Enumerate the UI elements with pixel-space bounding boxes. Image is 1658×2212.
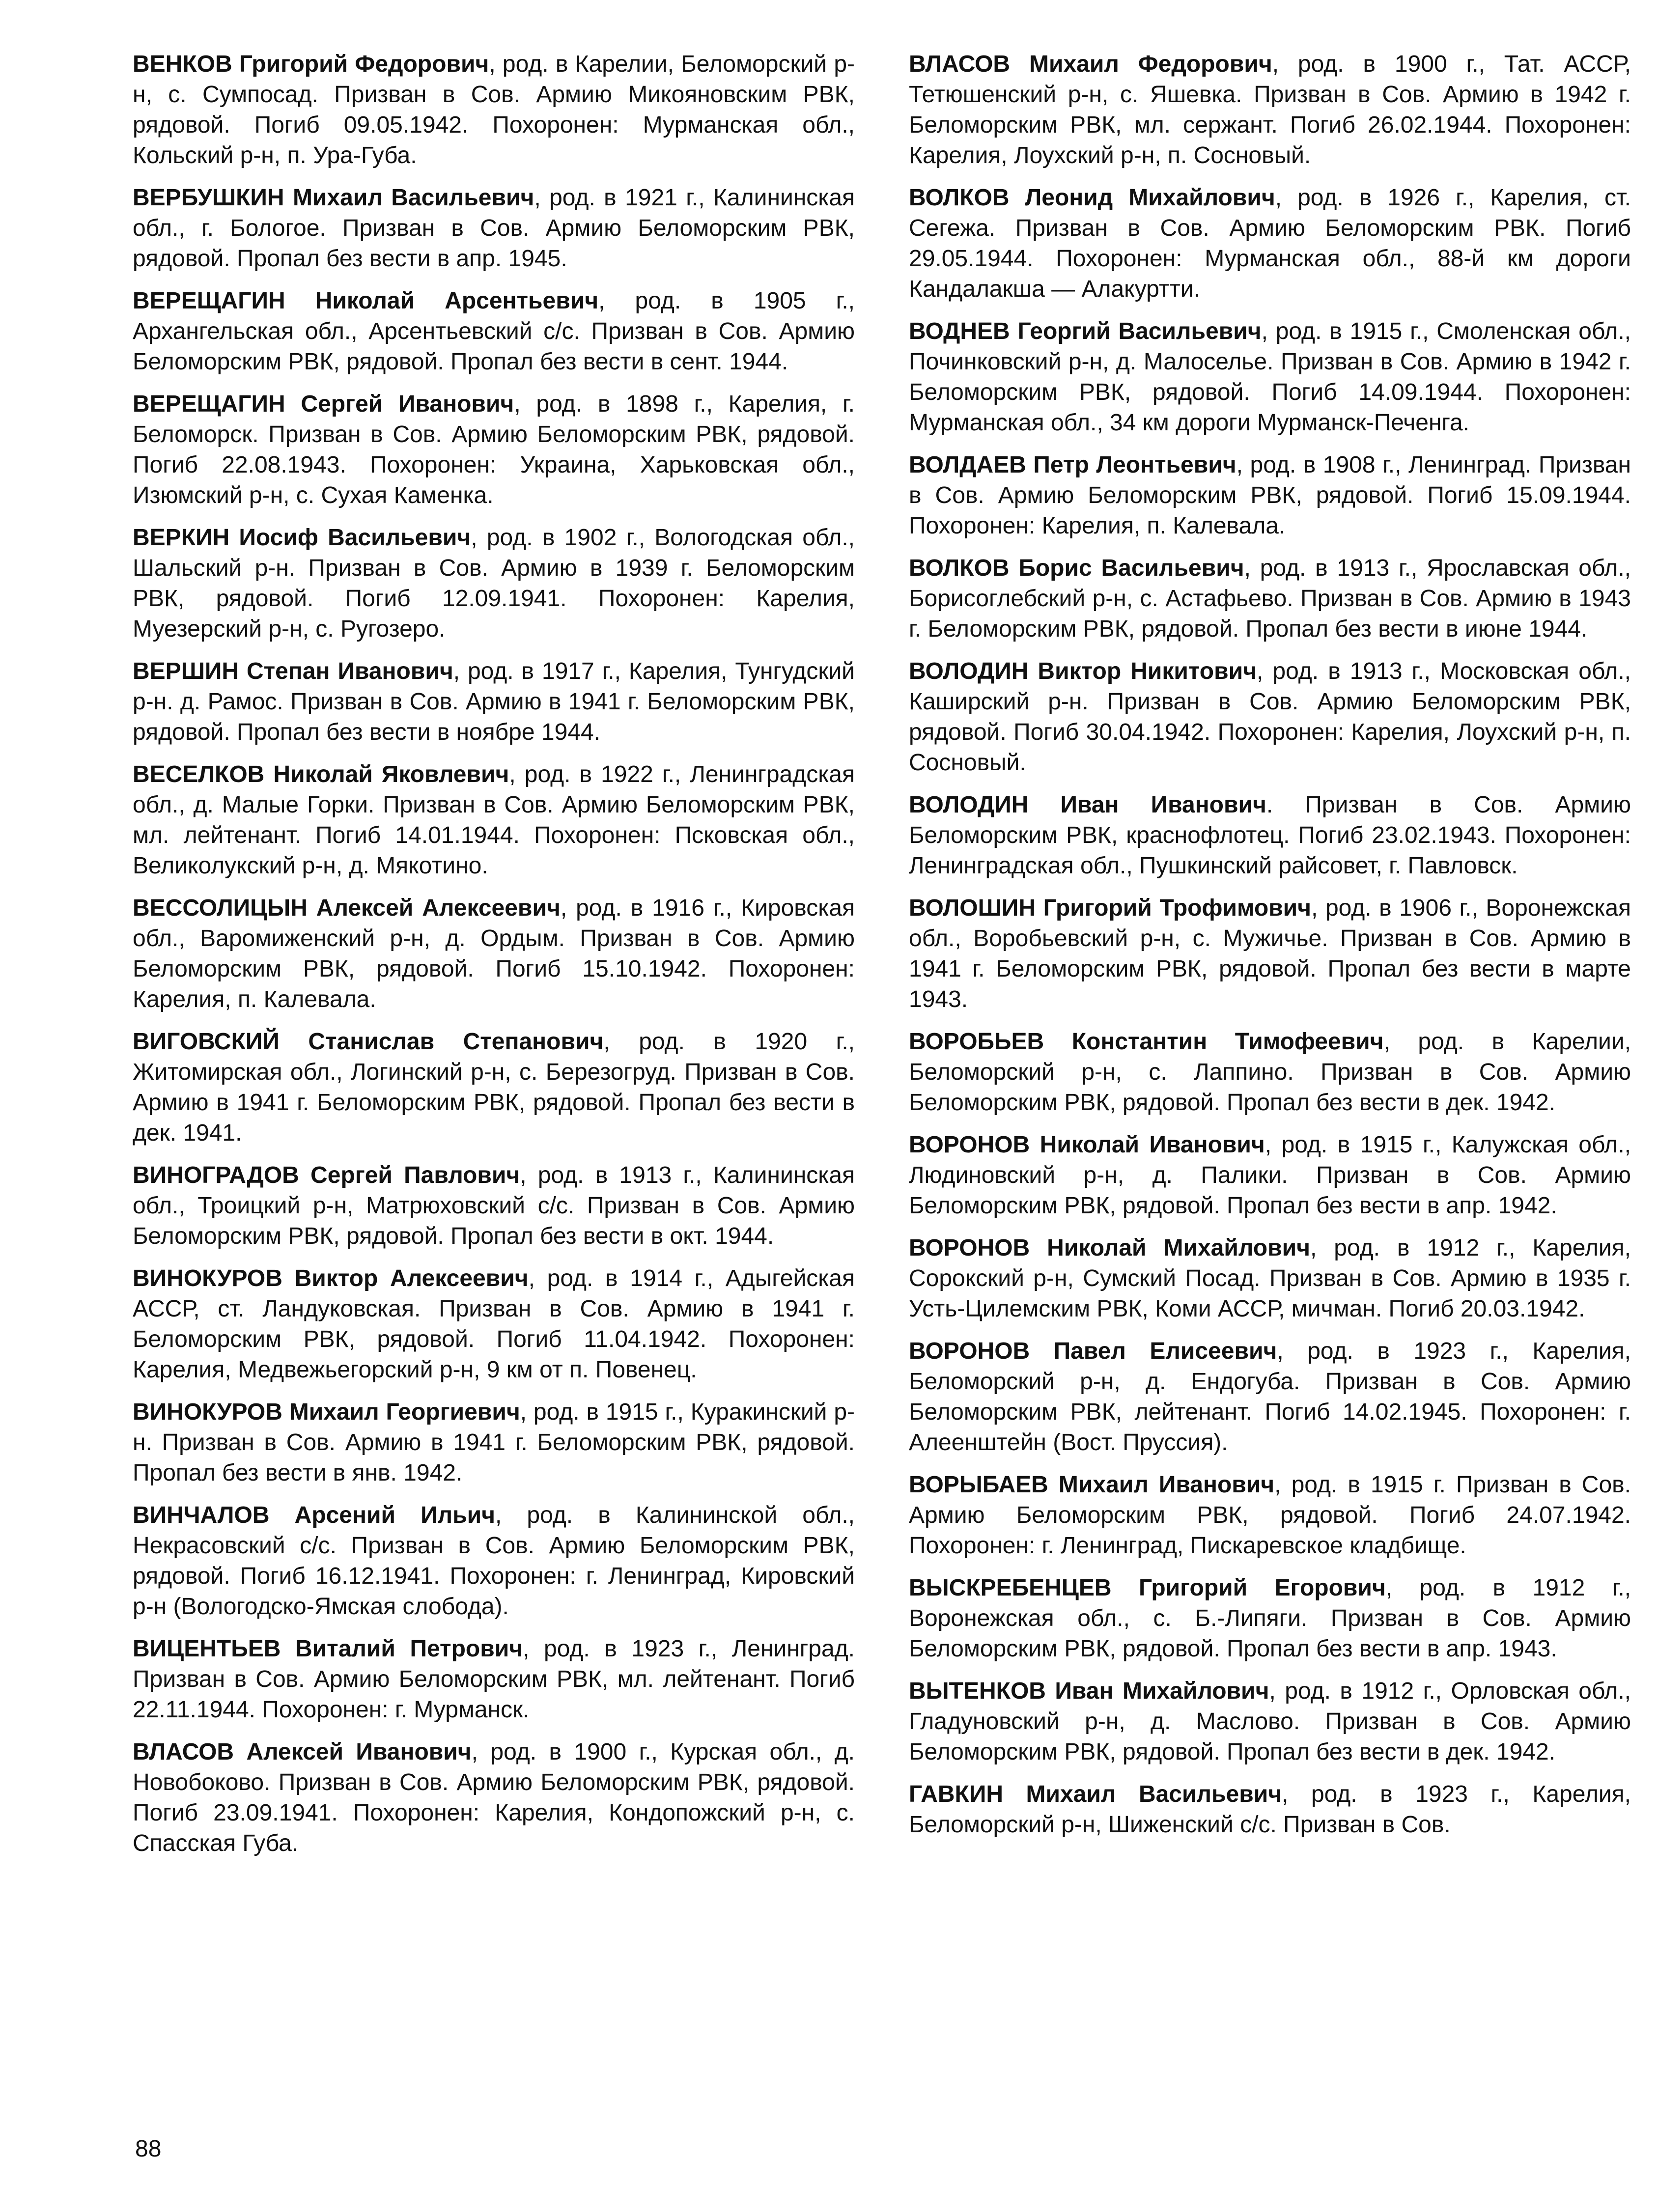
memorial-entry [133,656,855,748]
entry-name: ВЕСЕЛКОВ Николай Яковлевич [133,761,509,787]
entry-text: , род. в 1906 г., Воронежская обл., Воробьевский р-н, с. Мужичье. Призван в Сов. Армию в 1941 г. Беломорским РВК, рядовой. Пропал без вести в марте 1943. [909,895,1631,1012]
entry-name: ВЕРШИН Степан Иванович [133,658,453,684]
entry-text: , род. в 1915 г., Смоленская обл., Починковский р-н, д. Малоселье. Призван в Сов. Армию в 1942 г. Беломорским РВК, рядовой. Погиб 14.09.1944. Похоронен: Мурманская обл., 34 км дороги Мурманск-Печенга. [909,318,1631,436]
entry-text: , род. в 1913 г., Ярославская обл., Борисоглебский р-н, с. Астафьево. Призван в Сов. Армию в 1943 г. Беломорским РВК, рядовой. Пропал без вести в июне 1944. [909,555,1631,642]
entry-name: ВЛАСОВ Алексей Иванович [133,1739,472,1765]
memorial-entry [909,1676,1631,1767]
memorial-entry [133,1027,855,1148]
entry-name: ВОЛКОВ Леонид Михайлович [909,185,1275,211]
entry-name: ВИНЧАЛОВ Арсений Ильич [133,1502,495,1528]
entry-text: , род. в 1913 г., Калининская обл., Троицкий р-н, Матрюховский с/с. Призван в Сов. Армию Беломорским РВК, рядовой. Пропал без вести в окт. 1944. [133,1162,855,1249]
entry-text: , род. в 1912 г., Орловская обл., Гладуновский р-н, д. Маслово. Призван в Сов. Армию Беломорским РВК, рядовой. Пропал без вести в дек. 1942. [909,1678,1631,1765]
memorial-entry [909,183,1631,305]
memorial-entry [133,1263,855,1385]
entry-text: , род. в 1902 г., Вологодская обл., Шальский р-н. Призван в Сов. Армию в 1939 г. Беломорским РВК, рядовой. Погиб 12.09.1941. Похоронен: Карелия, Муезерский р-н, с. Ругозеро. [133,525,855,642]
entry-name: ВОЛКОВ Борис Васильевич [909,555,1244,581]
entry-text: , род. в 1920 г., Житомирская обл., Логинский р-н, с. Березогруд. Призван в Сов. Армию в 1941 г. Беломорским РВК, рядовой. Пропал без вести в дек. 1941. [133,1029,855,1146]
entry-text: , род. в 1917 г., Карелия, Тунгудский р-н. д. Рамос. Призван в Сов. Армию в 1941 г. Беломорским РВК, рядовой. Пропал без вести в ноябре 1944. [133,658,855,745]
entry-text: , род. в 1905 г., Архангельская обл., Арсентьевский с/с. Призван в Сов. Армию Беломорским РВК, рядовой. Пропал без вести в сент. 1944. [133,288,855,375]
memorial-entry [909,790,1631,881]
left-column [133,49,855,1871]
entry-name: ВИГОВСКИЙ Станислав Степанович [133,1029,604,1055]
entry-text: , род. в 1915 г. Призван в Сов. Армию Беломорским РВК, рядовой. Погиб 24.07.1942. Похоронен: г. Ленинград, Пискаревское кладбище. [909,1472,1631,1559]
memorial-entry [909,553,1631,644]
memorial-entry [909,1130,1631,1221]
entry-name: ВЛАСОВ Михаил Федорович [909,51,1272,77]
entry-text: , род. в 1914 г., Адыгейская АССР, ст. Ландуковская. Призван в Сов. Армию в 1941 г. Беломорским РВК, рядовой. Погиб 11.04.1942. Похоронен: Карелия, Медвежьегорский р-н, 9 км от п. Повенец. [133,1265,855,1383]
memorial-entry [909,1336,1631,1458]
entry-name: ГАВКИН Михаил Васильевич [909,1781,1282,1807]
entry-name: ВЫСКРЕБЕНЦЕВ Григорий Егорович [909,1575,1386,1601]
entry-text: , род. в Карелии, Беломорский р-н, с. Лаппино. Призван в Сов. Армию Беломорским РВК, рядовой. Пропал без вести в дек. 1942. [909,1029,1631,1116]
entry-name: ВИНОГРАДОВ Сергей Павлович [133,1162,520,1188]
entry-name: ВИЦЕНТЬЕВ Виталий Петрович [133,1636,523,1662]
entry-name: ВОРОНОВ Николай Иванович [909,1132,1265,1158]
entry-text: . Призван в Сов. Армию Беломорским РВК, краснофлотец. Погиб 23.02.1943. Похоронен: Ленинградская обл., Пушкинский райсовет, г. Павловск. [909,792,1631,879]
entry-name: ВОЛОДИН Виктор Никитович [909,658,1257,684]
entry-text: , род. в 1923 г., Карелия, Беломорский р-н, д. Ендогуба. Призван в Сов. Армию Беломорским РВК, лейтенант. Погиб 14.02.1945. Похоронен: г. Алеенштейн (Вост. Пруссия). [909,1338,1631,1456]
memorial-entry [909,1573,1631,1664]
entry-text: , род. в 1922 г., Ленинградская обл., д. Малые Горки. Призван в Сов. Армию Беломорским РВК, мл. лейтенант. Погиб 14.01.1944. Похоронен: Псковская обл., Великолукский р-н, д. Мякотино. [133,761,855,879]
entry-text: , род. в 1912 г., Воронежская обл., с. Б.-Липяги. Призван в Сов. Армию Беломорским РВК, рядовой. Пропал без вести в апр. 1943. [909,1575,1631,1662]
memorial-entry [909,1779,1631,1840]
entry-name: ВИНОКУРОВ Михаил Георгиевич [133,1399,520,1425]
entry-name: ВОДНЕВ Георгий Васильевич [909,318,1262,344]
entry-name: ВОЛОШИН Григорий Трофимович [909,895,1312,921]
memorial-entry [909,893,1631,1015]
entry-name: ВОРОНОВ Павел Елисеевич [909,1338,1277,1364]
entry-name: ВЕРКИН Иосиф Васильевич [133,525,471,551]
memorial-entry [909,316,1631,438]
entry-text: , род. в 1915 г., Куракинский р-н. Призван в Сов. Армию в 1941 г. Беломорским РВК, рядовой. Пропал без вести в янв. 1942. [133,1399,855,1486]
entry-name: ВОЛОДИН Иван Иванович [909,792,1266,818]
entry-name: ВОЛДАЕВ Петр Леонтьевич [909,452,1236,478]
memorial-entry [133,286,855,377]
memorial-entry [909,1027,1631,1118]
right-column [909,49,1631,1852]
page-number: 88 [135,2136,162,2162]
entry-name: ВЕССОЛИЦЫН Алексей Алексеевич [133,895,561,921]
memorial-entry [133,1634,855,1725]
entry-text: , род. в 1915 г., Калужская обл., Людиновский р-н, д. Палики. Призван в Сов. Армию Беломорским РВК, рядовой. Пропал без вести в апр. 1942. [909,1132,1631,1219]
entry-text: , род. в 1900 г., Курская обл., д. Новобоково. Призван в Сов. Армию Беломорским РВК, рядовой. Погиб 23.09.1941. Похоронен: Карелия, Кондопожский р-н, с. Спасская Губа. [133,1739,855,1856]
entry-name: ВЕРБУШКИН Михаил Васильевич [133,185,534,211]
entry-name: ВЕНКОВ Григорий Федорович [133,51,489,77]
entry-name: ВОРОНОВ Николай Михайлович [909,1235,1310,1261]
entry-text: , род. в 1916 г., Кировская обл., Варомиженский р-н, д. Ордым. Призван в Сов. Армию Беломорским РВК, рядовой. Погиб 15.10.1942. Похоронен: Карелия, п. Калевала. [133,895,855,1012]
memorial-entry [909,450,1631,541]
entry-text: , род. в 1900 г., Тат. АССР, Тетюшенский р-н, с. Яшевка. Призван в Сов. Армию в 1942 г. Беломорским РВК, мл. сержант. Погиб 26.02.1944. Похоронен: Карелия, Лоухский р-н, п. Сосновый. [909,51,1631,168]
memorial-entry [133,49,855,171]
memorial-entry [133,523,855,644]
memorial-entry [133,1160,855,1252]
entry-text: , род. в 1926 г., Карелия, ст. Сегежа. Призван в Сов. Армию Беломорским РВК. Погиб 29.05.1944. Похоронен: Мурманская обл., 88-й км дороги Кандалакша — Алакуртти. [909,185,1631,302]
memorial-entry [133,1737,855,1859]
entry-text: , род. в Калининской обл., Некрасовский с/с. Призван в Сов. Армию Беломорским РВК, рядовой. Погиб 16.12.1941. Похоронен: г. Ленинград, Кировский р-н (Вологодско-Ямская слобода). [133,1502,855,1620]
entry-name: ВЕРЕЩАГИН Николай Арсентьевич [133,288,599,314]
entry-name: ВЕРЕЩАГИН Сергей Иванович [133,391,514,417]
entry-text: , род. в Карелии, Беломорский р-н, с. Сумпосад. Призван в Сов. Армию Микояновским РВК, рядовой. Погиб 09.05.1942. Похоронен: Мурманская обл., Кольский р-н, п. Ура-Губа. [133,51,855,168]
entry-text: , род. в 1898 г., Карелия, г. Беломорск. Призван в Сов. Армию Беломорским РВК, рядовой. Погиб 22.08.1943. Похоронен: Украина, Харьковская обл., Изюмский р-н, с. Сухая Каменка. [133,391,855,508]
memorial-entry [133,1397,855,1488]
entry-name: ВИНОКУРОВ Виктор Алексеевич [133,1265,529,1291]
entry-text: , род. в 1912 г., Карелия, Сорокский р-н, Сумский Посад. Призван в Сов. Армию в 1935 г. Усть-Цилемским РВК, Коми АССР, мичман. Погиб 20.03.1942. [909,1235,1631,1322]
entry-name: ВОРОБЬЕВ Константин Тимофеевич [909,1029,1384,1055]
memorial-entry [133,389,855,511]
entry-text: , род. в 1921 г., Калининская обл., г. Бологое. Призван в Сов. Армию Беломорским РВК, рядовой. Пропал без вести в апр. 1945. [133,185,855,272]
memorial-entry [133,183,855,274]
memorial-entry [909,1233,1631,1324]
memorial-entry [133,1500,855,1622]
entry-text: , род. в 1923 г., Карелия, Беломорский р-н, Шиженский с/с. Призван в Сов. [909,1781,1631,1838]
entry-text: , род. в 1913 г., Московская обл., Каширский р-н. Призван в Сов. Армию Беломорским РВК, рядовой. Погиб 30.04.1942. Похоронен: Карелия, Лоухский р-н, п. Сосновый. [909,658,1631,776]
memorial-entry [909,656,1631,778]
memorial-entry [909,49,1631,171]
entry-text: , род. в 1908 г., Ленинград. Призван в Сов. Армию Беломорским РВК, рядовой. Погиб 15.09.1944. Похоронен: Карелия, п. Калевала. [909,452,1631,539]
memorial-entry [133,893,855,1015]
entry-name: ВОРЫБАЕВ Михаил Иванович [909,1472,1275,1498]
memorial-entry [133,759,855,881]
memorial-entry [909,1470,1631,1561]
entry-name: ВЫТЕНКОВ Иван Михайлович [909,1678,1269,1704]
entry-text: , род. в 1923 г., Ленинград. Призван в Сов. Армию Беломорским РВК, мл. лейтенант. Погиб 22.11.1944. Похоронен: г. Мурманск. [133,1636,855,1723]
